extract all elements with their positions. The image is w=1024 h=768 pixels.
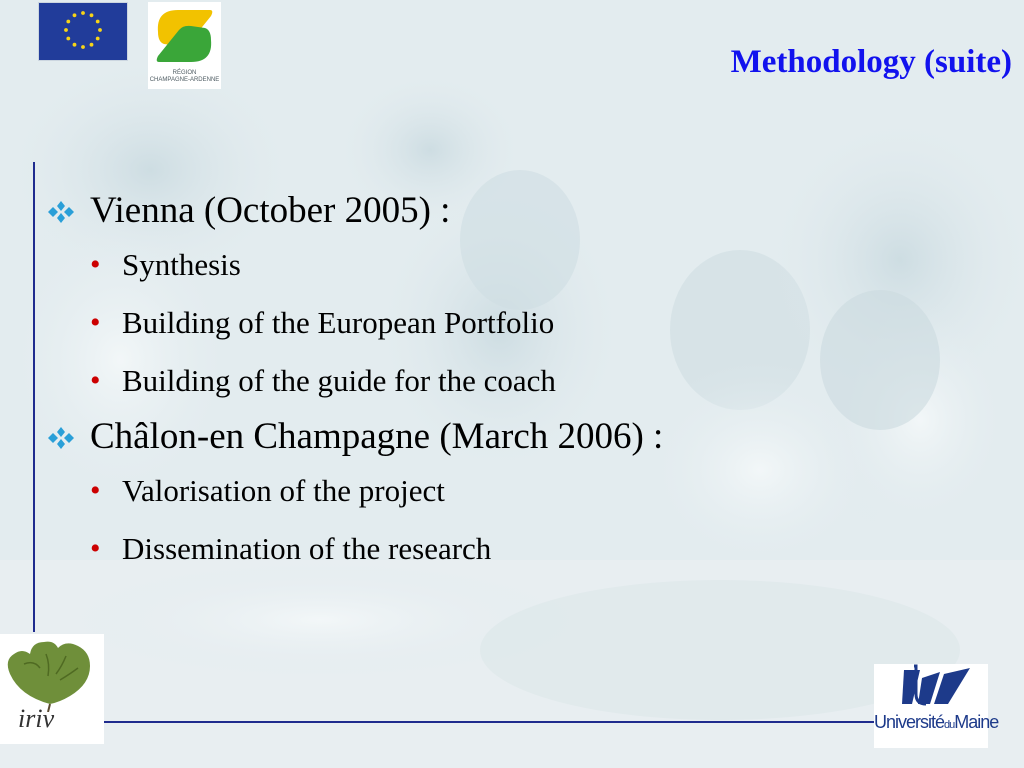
slide-content — [44, 186, 964, 578]
universite-wordmark — [874, 712, 998, 733]
universite-logo-mark-icon — [874, 664, 988, 710]
list-item — [44, 520, 964, 578]
list-item — [44, 462, 964, 520]
list-item-text: Synthesis — [122, 247, 241, 282]
diamond-bullet-icon — [44, 201, 78, 223]
universite-du-maine-logo — [874, 664, 999, 748]
bullet-dot: • — [90, 364, 101, 397]
section-heading-text: Vienna (October 2005) : — [90, 190, 451, 231]
section-heading-chalon — [44, 412, 964, 462]
diamond-bullet-icon — [44, 427, 78, 449]
iriv-logo — [0, 634, 104, 744]
region-caption-name: CHAMPAGNE-ARDENNE — [149, 77, 220, 83]
list-item-text: Dissemination of the research — [122, 531, 492, 566]
vertical-rule — [33, 162, 35, 632]
slide-title: Methodology (suite) — [730, 44, 1012, 80]
du-word: du — [944, 719, 955, 731]
eu-flag-icon — [39, 3, 127, 60]
list-item — [44, 294, 964, 352]
eu-flag-logo — [38, 2, 128, 61]
list-item-text: Building of the guide for the coach — [122, 363, 556, 398]
ginkgo-leaf-logo-icon — [0, 634, 104, 712]
region-logo-caption — [148, 70, 221, 84]
list-item — [44, 236, 964, 294]
section-heading-vienna — [44, 186, 964, 236]
section-heading-text: Châlon-en Champagne (March 2006) : — [90, 416, 664, 457]
list-item — [44, 352, 964, 410]
bullet-dot: • — [90, 532, 101, 565]
maine-word: Maine — [954, 712, 999, 732]
champagne-ardenne-logo — [148, 2, 221, 89]
list-item-text: Valorisation of the project — [122, 473, 445, 508]
region-caption-top: RÉGION — [172, 70, 197, 76]
bullet-dot: • — [90, 306, 101, 339]
universite-word: Université — [874, 712, 945, 732]
list-item-text: Building of the European Portfolio — [122, 305, 555, 340]
iriv-wordmark: iriv — [18, 704, 55, 733]
bullet-dot: • — [90, 474, 101, 507]
bullet-dot: • — [90, 248, 101, 281]
region-logo-mark-icon — [148, 2, 221, 70]
horizontal-rule — [104, 721, 874, 723]
